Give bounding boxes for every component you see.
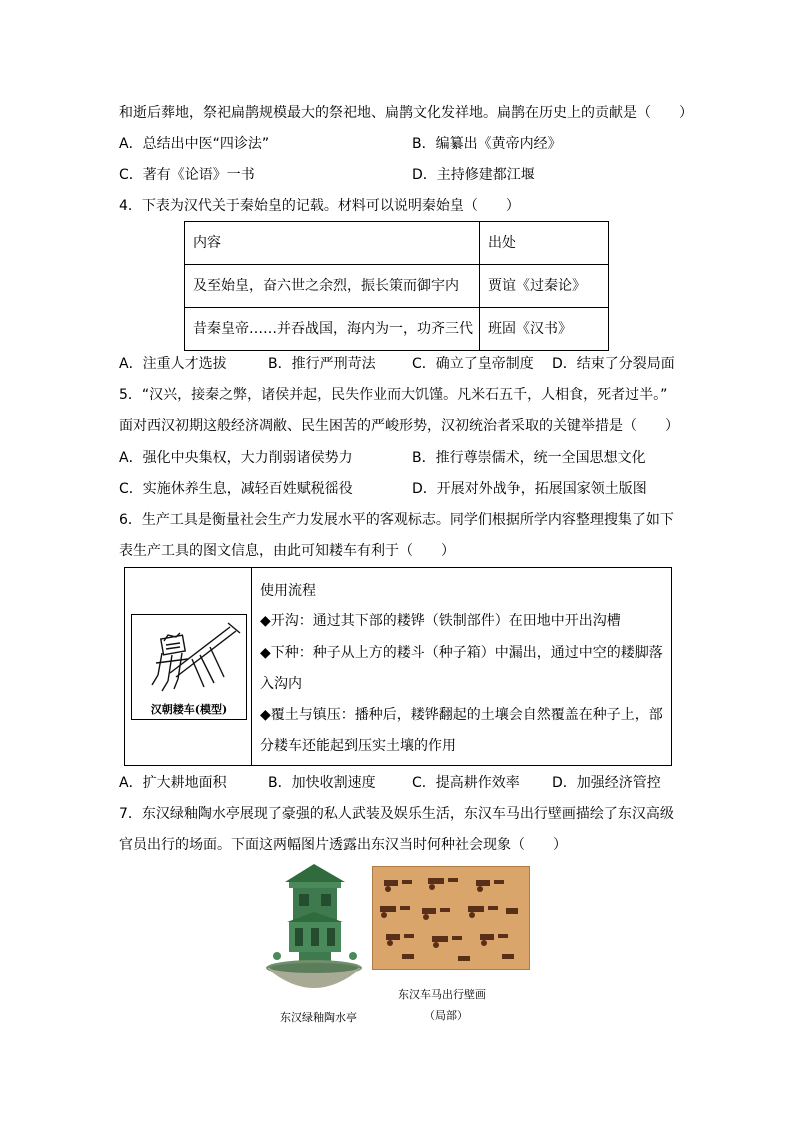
q5-option-d[interactable]: D．开展对外战争，拓展国家领土版图: [412, 481, 647, 497]
q5-stem-line-2: 面对西汉初期这般经济凋敝、民生困苦的严峻形势，汉初统治者采取的关键举措是（ ）: [119, 418, 679, 434]
table-header-source: 出处: [480, 222, 609, 265]
table-row: [185, 308, 609, 351]
q6-option-b[interactable]: B．加快收割速度: [268, 775, 376, 791]
q6-box-line: ◆下种：种子从上方的耧斗（种子箱）中漏出，通过中空的耧脚落: [260, 645, 663, 661]
q6-box-line: ◆覆土与镇压：播种后，耧铧翻起的土壤会自然覆盖在种子上，部: [260, 707, 663, 723]
q6-info-box: [124, 567, 672, 766]
q3-stem: 和逝后葬地，祭祀扁鹊规模最大的祭祀地、扁鹊文化发祥地。扁鹊在历史上的贡献是（ ）: [119, 105, 693, 121]
q4-table: [184, 221, 609, 351]
q6-option-a[interactable]: A．扩大耕地面积: [119, 775, 227, 791]
q5-option-b[interactable]: B．推行尊崇儒术，统一全国思想文化: [412, 450, 646, 466]
q4-stem: 4．下表为汉代关于秦始皇的记载。材料可以说明秦始皇（ ）: [119, 198, 520, 214]
q4-option-d[interactable]: D．结束了分裂局面: [552, 356, 675, 372]
q5-stem-line-1: 5．“汉兴，接秦之弊，诸侯并起，民失作业而大饥馑。凡米石五千，人相食，死者过半。”: [119, 387, 668, 403]
q6-box-line: ◆开沟：通过其下部的耧铧（铁制部件）在田地中开出沟槽: [260, 613, 621, 629]
q6-box-line: 使用流程: [260, 583, 316, 599]
box-divider: [251, 568, 252, 765]
table-cell: 班固《汉书》: [480, 308, 609, 351]
q5-option-c[interactable]: C．实施休养生息，减轻百姓赋税徭役: [119, 481, 353, 497]
q5-option-a[interactable]: A．强化中央集权，大力削弱诸侯势力: [119, 450, 353, 466]
q7-stem-line-1: 7．东汉绿釉陶水亭展现了豪强的私人武装及娱乐生活，东汉车马出行壁画描绘了东汉高级: [119, 806, 674, 822]
q6-box-line: 分耧车还能起到压实土壤的作用: [260, 738, 456, 754]
table-header-content: 内容: [185, 222, 480, 265]
mural-image: [372, 866, 530, 970]
q3-option-c[interactable]: C．著有《论语》一书: [119, 167, 255, 183]
table-cell: 贾谊《过秦论》: [480, 265, 609, 308]
q6-stem-line-1: 6．生产工具是衡量社会生产力发展水平的客观标志。同学们根据所学内容整理搜集了如下: [119, 512, 674, 528]
q4-option-b[interactable]: B．推行严刑苛法: [268, 356, 376, 372]
q3-option-a[interactable]: A．总结出中医“四诊法”: [119, 136, 270, 152]
q3-option-d[interactable]: D．主持修建都江堰: [412, 167, 535, 183]
q3-option-b[interactable]: B．编纂出《黄帝内经》: [412, 136, 562, 152]
q6-option-c[interactable]: C．提高耕作效率: [412, 775, 520, 791]
q6-box-line: 入沟内: [260, 676, 302, 692]
table-row: [185, 265, 609, 308]
q6-stem-line-2: 表生产工具的图文信息，由此可知耧车有利于（ ）: [119, 543, 455, 559]
seed-drill-caption: 汉朝耧车(模型): [150, 703, 228, 716]
table-cell: 昔秦皇帝……并吞战国，海内为一，功齐三代: [185, 308, 480, 351]
q4-option-a[interactable]: A．注重人才选拔: [119, 356, 227, 372]
q6-option-d[interactable]: D．加强经济管控: [552, 775, 661, 791]
seed-drill-drawing: [132, 615, 246, 701]
caption-mural-part: （局部）: [424, 1009, 468, 1022]
caption-mural-title: 东汉车马出行壁画: [398, 988, 486, 1001]
pottery-pavilion-image: [263, 858, 366, 1006]
seed-drill-image: [131, 614, 247, 720]
table-cell: 及至始皇，奋六世之余烈，振长策而御宇内: [185, 265, 480, 308]
caption-pottery-pavilion: 东汉绿釉陶水亭: [280, 1011, 357, 1024]
q4-option-c[interactable]: C．确立了皇帝制度: [412, 356, 534, 372]
table-row: [185, 222, 609, 265]
q7-stem-line-2: 官员出行的场面。下面这两幅图片透露出东汉当时何种社会现象（ ）: [119, 837, 567, 853]
